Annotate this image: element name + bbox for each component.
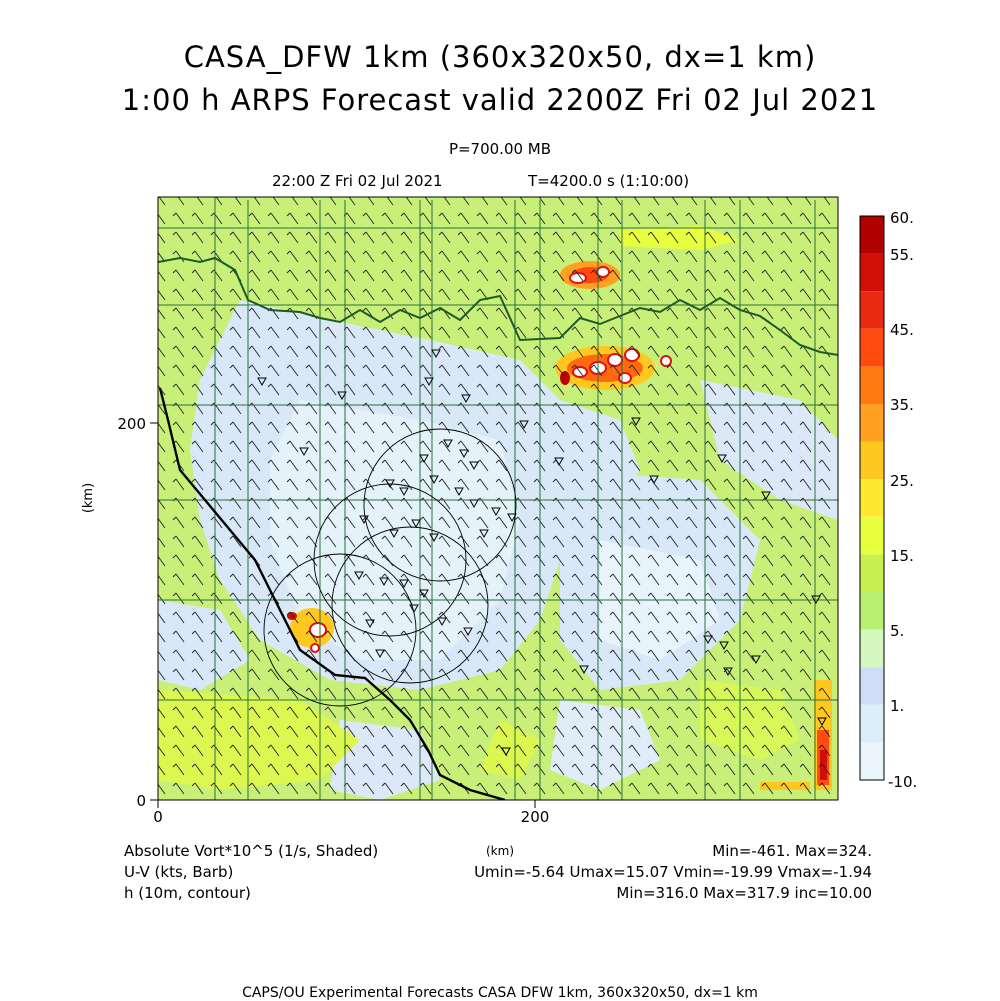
y-axis-label: (km): [81, 482, 96, 514]
pressure-level: P=700.00 MB: [448, 140, 552, 158]
colorbar-label: 15.: [890, 547, 914, 565]
model-time: T=4200.0 s (1:10:00): [528, 172, 690, 190]
vorticity-field: [158, 197, 838, 800]
height-stats: Min=316.0 Max=317.9 inc=10.00: [616, 884, 872, 902]
x-tick-label: 0: [153, 808, 163, 826]
colorbar-label: 5.: [890, 622, 905, 640]
colorbar-label: 25.: [890, 472, 914, 490]
colorbar: [860, 216, 884, 780]
valid-time: 22:00 Z Fri 02 Jul 2021: [272, 172, 443, 190]
wind-stats: Umin=-5.64 Umax=15.07 Vmin=-19.99 Vmax=-1.94: [474, 863, 872, 881]
legend-height: h (10m, contour): [124, 884, 251, 902]
legend-vorticity: Absolute Vort*10^5 (1/s, Shaded): [124, 842, 379, 860]
colorbar-label: 35.: [890, 396, 914, 414]
colorbar-label: 55.: [890, 246, 914, 264]
colorbar-label: 60.: [890, 209, 914, 227]
colorbar-label: -10.: [888, 773, 918, 791]
x-tick-label: 200: [520, 808, 550, 826]
x-axis-label: (km): [486, 844, 515, 858]
vorticity-stats: Min=-461. Max=324.: [712, 842, 872, 860]
legend-wind: U-V (kts, Barb): [124, 863, 234, 881]
colorbar-label: 1.: [890, 697, 905, 715]
y-tick-label: 200: [117, 415, 146, 433]
forecast-valid-title: 1:00 h ARPS Forecast valid 2200Z Fri 02 Jul 2021: [121, 83, 879, 117]
plot-title: CASA_DFW 1km (360x320x50, dx=1 km): [183, 40, 817, 74]
colorbar-label: 45.: [890, 321, 914, 339]
footer-credit: CAPS/OU Experimental Forecasts CASA DFW 1km, 360x320x50, dx=1 km: [242, 985, 758, 1001]
y-tick-label: 0: [136, 792, 146, 810]
wind-barbs: [158, 197, 838, 800]
